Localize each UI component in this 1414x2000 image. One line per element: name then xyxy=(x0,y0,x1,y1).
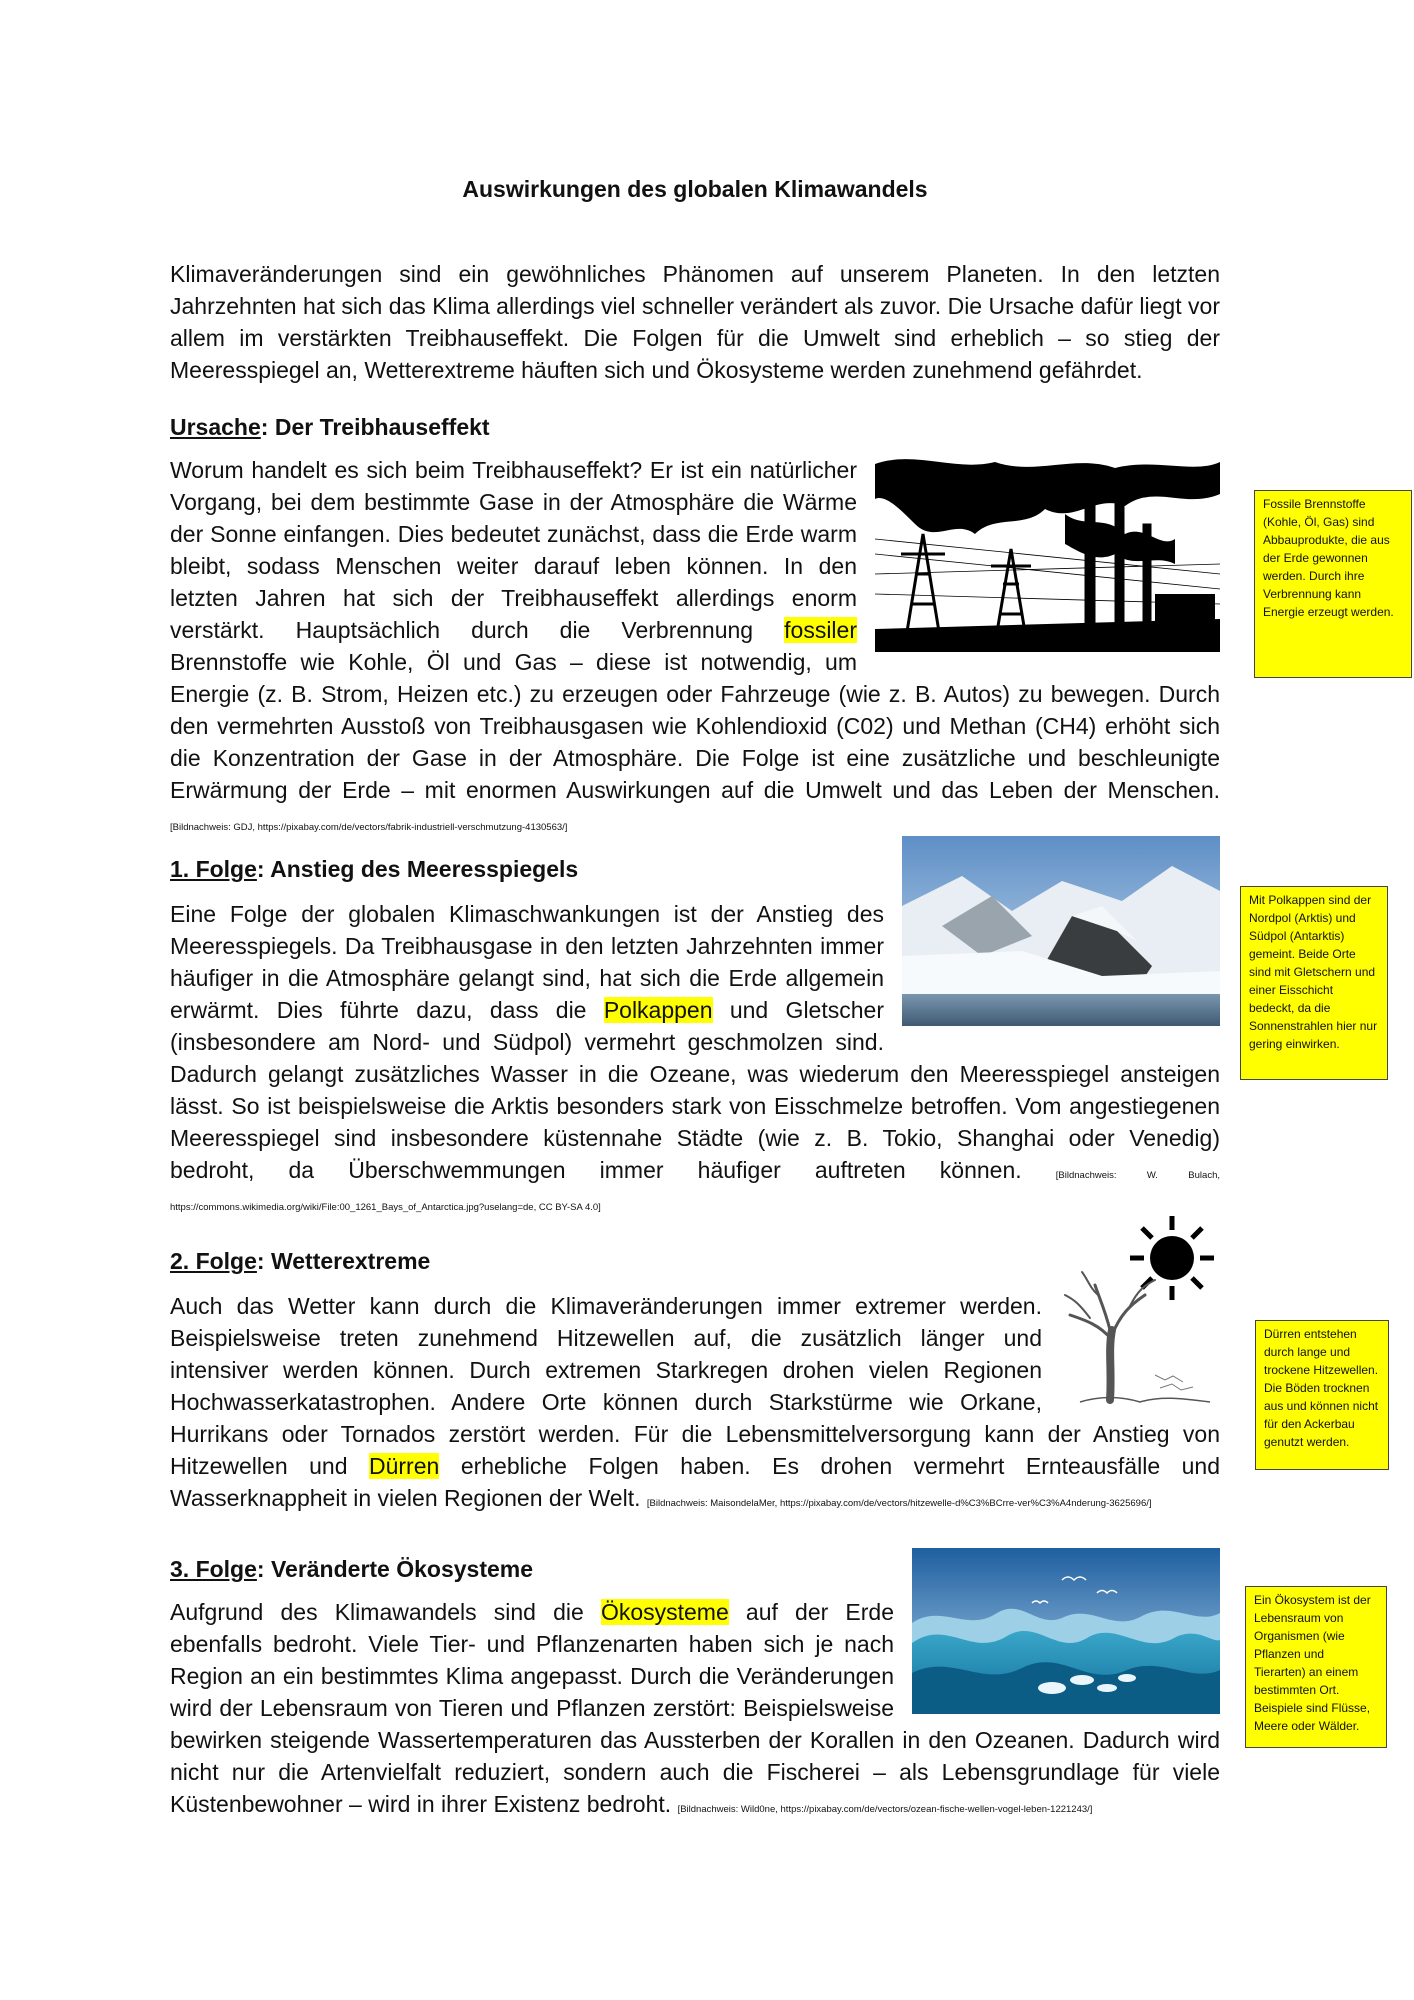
section-sea-level-text: Eine Folge der globalen Klimaschwankungen ist der Anstieg des Meeresspiegels. Da Treibhausgase in den letzten Jahrzehnten immer häufiger in die Atmosphäre gelangt sind, hat sich die Erde allgemein erwärmt. Dies führte dazu, dass die Polkappen und Gletscher (insbesondere am Nord- und Südpol) vermehrt geschmolzen sind. Dadurch gelangt zusätzliches Wasser in die Ozeane, was wiederum den Meeresspiegel ansteigen lässt. So ist beispielsweise die Arktis besonders stark von Eisschmelze betroffen. Vom angestiegenen Meeresspiegel sind insbesondere küstennahe Städte (wie z. B. Tokio, Shanghai oder Venedig) bedroht, da Überschwemmungen immer häufiger auftreten können. [Bildnachweis: W. Bulach, https://commons.wikimedia.org/wiki/File:00_1261_Bays_of_Antarctica.jpg?uselang=de, CC BY-SA 4.0] xyxy=(170,898,1220,1218)
antarctica-image xyxy=(902,836,1220,1026)
glossary-note-duerren: Dürren entstehen durch lange und trockene Hitzewellen. Die Böden trocknen aus und können nicht für den Ackerbau genutzt werden. xyxy=(1255,1320,1389,1470)
ocean-fish-waves-image xyxy=(912,1548,1220,1714)
heading-underlined: Ursache xyxy=(170,414,261,440)
highlight-polkappen: Polkappen xyxy=(603,997,713,1023)
section-ecosystems-text: Aufgrund des Klimawandels sind die Ökosysteme auf der Erde ebenfalls bedroht. Viele Tier- und Pflanzenarten haben sich je nach Region an ein bestimmtes Klima angepasst. Durch die Veränderungen wird der Lebensraum von Tieren und Pflanzen zerstört: Beispielsweise bewirken steigende Wassertemperaturen das Aussterben der Korallen in den Ozeanen. Dadurch wird nicht nur die Artenvielfalt reduziert, sondern auch die Fischerei – als Lebensgrundlage für viele Küstenbewohner – wird in ihrer Existenz bedroht. [Bildnachweis: Wild0ne, https://pixabay.com/de/vectors/ozean-fische-wellen-vogel-leben-1221243/] xyxy=(170,1596,1220,1820)
intro-paragraph: Klimaveränderungen sind ein gewöhnliches Phänomen auf unserem Planeten. In den letzten Jahrzehnten hat sich das Klima allerdings viel schneller verändert als zuvor. Die Ursache dafür liegt vor allem im verstärkten Treibhauseffekt. Die Folgen für die Umwelt sind erheblich – so stieg der Meeresspiegel an, Wetterextreme häuften sich und Ökosysteme werden zunehmend gefährdet. xyxy=(170,261,1220,383)
heading-underlined: 2. Folge xyxy=(170,1248,257,1274)
section-heading-sea-level xyxy=(170,856,578,883)
section-heading-weather xyxy=(170,1248,430,1275)
highlight-duerren: Dürren xyxy=(369,1453,440,1479)
heading-rest: : Anstieg des Meeresspiegels xyxy=(256,856,579,882)
page-title: Auswirkungen des globalen Klimawandels xyxy=(462,176,928,202)
glossary-note-polkappen: Mit Polkappen sind der Nordpol (Arktis) und Südpol (Antarktis) gemeint. Beide Orte sind mit Gletschern und einer Eisschicht bedeckt, da die Sonnenstrahlen hier nur gering einwirken. xyxy=(1240,886,1388,1080)
highlight-oekosysteme: Ökosysteme xyxy=(600,1599,729,1625)
glossary-note-oekosysteme: Ein Ökosystem ist der Lebensraum von Organismen (wie Pflanzen und Tierarten) an einem bestimmten Ort. Beispiele sind Flüsse, Meere oder Wälder. xyxy=(1245,1586,1387,1748)
section-heading-cause xyxy=(170,414,490,441)
image-credit: [Bildnachweis: W. Bulach, https://commons.wikimedia.org/wiki/File:00_1261_Bays_of_Antarctica.jpg?uselang=de, CC BY-SA 4.0] xyxy=(170,1170,1220,1213)
glossary-note-fossil: Fossile Brennstoffe (Kohle, Öl, Gas) sind Abbauprodukte, die aus der Erde gewonnen werden. Durch ihre Verbrennung kann Energie erzeugt werden. xyxy=(1254,490,1412,678)
heading-rest: : Wetterextreme xyxy=(256,1248,431,1274)
section-weather-text: Auch das Wetter kann durch die Klimaveränderungen immer extremer werden. Beispielsweise treten zunehmend Hitzewellen auf, die zusätzlich länger und intensiver werden können. Durch extremen Starkregen drohen vielen Regionen Hochwasserkatastrophen. Andere Orte können durch Starkstürme wie Orkane, Hurrikans oder Tornados zerstört werden. Für die Lebensmittelversorgung kann der Anstieg von Hitzewellen und Dürren erhebliche Folgen haben. Es drohen vermehrt Ernteausfälle und Wasserknappheit in vielen Regionen der Welt. [Bildnachweis: MaisondelaMer, https://pixabay.com/de/vectors/hitzewelle-d%C3%BCrre-ver%C3%A4nderung-3625696/] xyxy=(170,1290,1220,1514)
section-heading-ecosystems xyxy=(170,1556,533,1583)
drought-sun-tree-image xyxy=(1060,1210,1220,1410)
highlight-fossiler: fossiler xyxy=(784,617,857,643)
image-credit: [Bildnachweis: MaisondelaMer, https://pixabay.com/de/vectors/hitzewelle-d%C3%BCrre-ver%C3%A4nderung-3625696/] xyxy=(646,1498,1152,1509)
heading-rest: : Der Treibhauseffekt xyxy=(260,414,490,440)
factory-pollution-image xyxy=(875,454,1220,652)
image-credit: [Bildnachweis: GDJ, https://pixabay.com/de/vectors/fabrik-industriell-verschmutzung-4130563/] xyxy=(170,822,568,833)
heading-underlined: 1. Folge xyxy=(170,856,257,882)
image-credit: [Bildnachweis: Wild0ne, https://pixabay.com/de/vectors/ozean-fische-wellen-vogel-leben-1221243/] xyxy=(677,1804,1093,1815)
heading-underlined: 3. Folge xyxy=(170,1556,257,1582)
heading-rest: : Veränderte Ökosysteme xyxy=(256,1556,534,1582)
section-cause-text: Worum handelt es sich beim Treibhauseffekt? Er ist ein natürlicher Vorgang, bei dem bestimmte Gase in der Atmosphäre die Wärme der Sonne einfangen. Dies bedeutet zunächst, dass die Erde warm bleibt, sodass Menschen weiter darauf leben können. In den letzten Jahren hat sich der Treibhauseffekt allerdings enorm verstärkt. Hauptsächlich durch die Verbrennung fossiler Brennstoffe wie Kohle, Öl und Gas – diese ist notwendig, um Energie (z. B. Strom, Heizen etc.) zu erzeugen oder Fahrzeuge (wie z. B. Autos) zu bewegen. Durch den vermehrten Ausstoß von Treibhausgasen wie Kohlendioxid (C02) und Methan (CH4) erhöht sich die Konzentration der Gase in der Atmosphäre. Die Folge ist eine zusätzliche und beschleunigte Erwärmung der Erde – mit enormen Auswirkungen auf die Umwelt und das Leben der Menschen. [Bildnachweis: GDJ, https://pixabay.com/de/vectors/fabrik-industriell-verschmutzung-4130563/] xyxy=(170,454,1220,838)
